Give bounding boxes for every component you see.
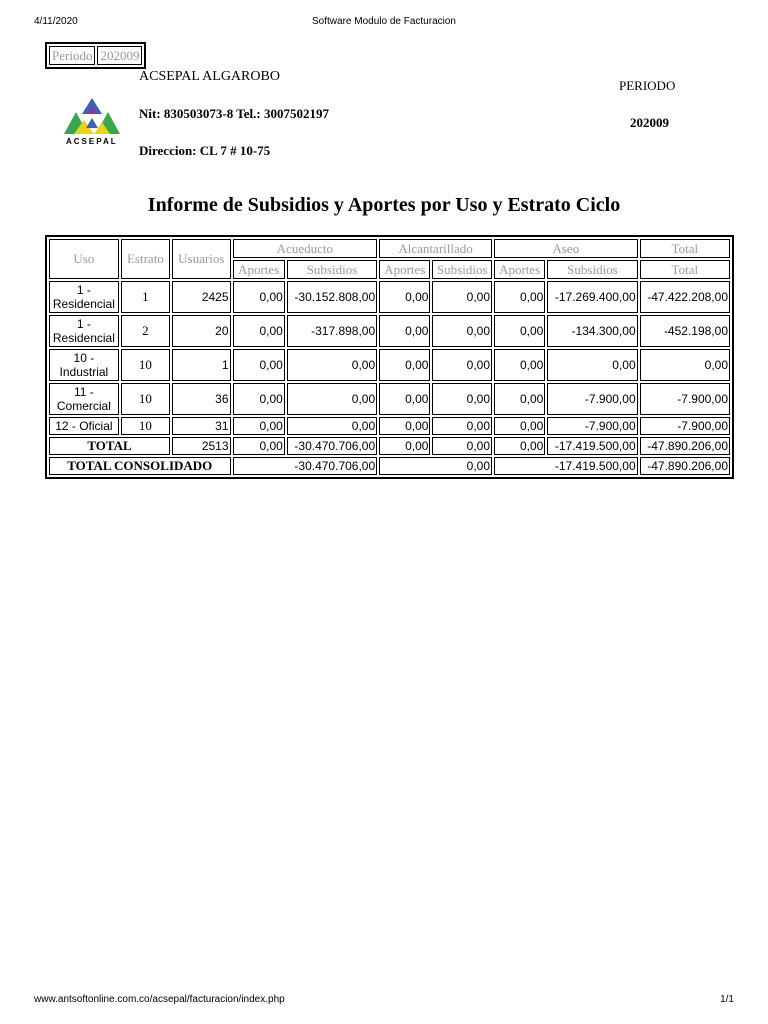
table-row <box>49 417 730 435</box>
cell-acu-aportes: 0,00 <box>233 349 285 381</box>
total-ase-subsidios: -17.419.500,00 <box>547 437 637 455</box>
total-label: TOTAL <box>49 437 170 455</box>
consolidated-alcantarillado: 0,00 <box>379 457 492 475</box>
header-estrato: Estrato <box>121 239 170 279</box>
cell-uso: 12 - Oficial <box>49 417 119 435</box>
cell-ase-aportes: 0,00 <box>494 349 545 381</box>
report-table <box>45 235 734 479</box>
consolidated-acueducto: -30.470.706,00 <box>233 457 378 475</box>
cell-estrato: 2 <box>121 315 170 347</box>
header-alcantarillado: Alcantarillado <box>379 239 492 258</box>
cell-usuarios: 1 <box>172 349 230 381</box>
cell-usuarios: 20 <box>172 315 230 347</box>
cell-ase-aportes: 0,00 <box>494 315 545 347</box>
header-row-groups <box>49 239 730 258</box>
cell-acu-aportes: 0,00 <box>233 417 285 435</box>
cell-ase-subsidios: -7.900,00 <box>547 383 637 415</box>
period-box-label: Periodo <box>49 46 95 65</box>
total-total: -47.890.206,00 <box>640 437 730 455</box>
cell-acu-subsidios: 0,00 <box>287 349 377 381</box>
cell-acu-subsidios: 0,00 <box>287 417 377 435</box>
cell-alc-aportes: 0,00 <box>379 315 430 347</box>
header-alc-subsidios: Subsidios <box>432 260 492 279</box>
cell-uso: 11 - Comercial <box>49 383 119 415</box>
header-uso: Uso <box>49 239 119 279</box>
company-nit: Nit: 830503073-8 Tel.: 3007502197 <box>139 106 329 121</box>
print-title: Software Modulo de Facturacion <box>312 16 456 27</box>
cell-total: 0,00 <box>640 349 730 381</box>
cell-acu-subsidios: -317.898,00 <box>287 315 377 347</box>
cell-alc-subsidios: 0,00 <box>432 281 492 313</box>
cell-total: -452.198,00 <box>640 315 730 347</box>
header-total: Total <box>640 239 730 258</box>
cell-estrato: 10 <box>121 417 170 435</box>
cell-usuarios: 2425 <box>172 281 230 313</box>
cell-acu-aportes: 0,00 <box>233 281 285 313</box>
cell-alc-subsidios: 0,00 <box>432 383 492 415</box>
cell-ase-subsidios: 0,00 <box>547 349 637 381</box>
cell-alc-aportes: 0,00 <box>379 349 430 381</box>
print-date: 4/11/2020 <box>34 16 78 27</box>
total-row <box>49 437 730 455</box>
cell-ase-aportes: 0,00 <box>494 383 545 415</box>
cell-total: -7.900,00 <box>640 383 730 415</box>
consolidated-total: -47.890.206,00 <box>640 457 730 475</box>
cell-acu-aportes: 0,00 <box>233 383 285 415</box>
company-address: Direccion: CL 7 # 10-75 <box>139 143 271 158</box>
period-value: 202009 <box>630 115 669 130</box>
cell-ase-subsidios: -17.269.400,00 <box>547 281 637 313</box>
cell-alc-aportes: 0,00 <box>379 383 430 415</box>
consolidated-row <box>49 457 730 475</box>
cell-acu-aportes: 0,00 <box>233 315 285 347</box>
table-row <box>49 315 730 347</box>
table-row <box>49 281 730 313</box>
table-row <box>49 383 730 415</box>
header-acu-aportes: Aportes <box>233 260 285 279</box>
cell-total: -7.900,00 <box>640 417 730 435</box>
cell-alc-aportes: 0,00 <box>379 281 430 313</box>
header-total-sub: Total <box>640 260 730 279</box>
cell-alc-subsidios: 0,00 <box>432 417 492 435</box>
report-title: Informe de Subsidios y Aportes por Uso y Estrato Ciclo <box>147 194 621 216</box>
cell-estrato: 10 <box>121 349 170 381</box>
cell-alc-subsidios: 0,00 <box>432 315 492 347</box>
cell-usuarios: 31 <box>172 417 230 435</box>
cell-ase-aportes: 0,00 <box>494 281 545 313</box>
logo-peak-center <box>86 118 98 128</box>
period-label: PERIODO <box>619 78 676 93</box>
header-alc-aportes: Aportes <box>379 260 430 279</box>
header-ase-subsidios: Subsidios <box>547 260 637 279</box>
consolidated-aseo: -17.419.500,00 <box>494 457 638 475</box>
period-box <box>45 42 146 69</box>
print-url: www.antsoftonline.com.co/acsepal/facturacion/index.php <box>34 994 285 1005</box>
cell-uso: 1 - Residencial <box>49 315 119 347</box>
cell-acu-subsidios: 0,00 <box>287 383 377 415</box>
cell-alc-subsidios: 0,00 <box>432 349 492 381</box>
header-aseo: Aseo <box>494 239 638 258</box>
total-alc-aportes: 0,00 <box>379 437 430 455</box>
cell-total: -47.422.208,00 <box>640 281 730 313</box>
header-acueducto: Acueducto <box>233 239 378 258</box>
cell-estrato: 10 <box>121 383 170 415</box>
total-acu-subsidios: -30.470.706,00 <box>287 437 377 455</box>
cell-uso: 10 - Industrial <box>49 349 119 381</box>
header-acu-subsidios: Subsidios <box>287 260 377 279</box>
print-footer <box>34 994 734 1008</box>
total-usuarios: 2513 <box>172 437 230 455</box>
cell-usuarios: 36 <box>172 383 230 415</box>
cell-alc-aportes: 0,00 <box>379 417 430 435</box>
total-alc-subsidios: 0,00 <box>432 437 492 455</box>
cell-uso: 1 - Residencial <box>49 281 119 313</box>
cell-ase-subsidios: -134.300,00 <box>547 315 637 347</box>
period-box-value: 202009 <box>97 46 142 65</box>
cell-estrato: 1 <box>121 281 170 313</box>
print-page-number: 1/1 <box>720 994 734 1005</box>
header-ase-aportes: Aportes <box>494 260 545 279</box>
company-name: ACSEPAL ALGAROBO <box>139 69 280 84</box>
cell-acu-subsidios: -30.152.808,00 <box>287 281 377 313</box>
total-ase-aportes: 0,00 <box>494 437 545 455</box>
total-acu-aportes: 0,00 <box>233 437 285 455</box>
cell-ase-subsidios: -7.900,00 <box>547 417 637 435</box>
table-row <box>49 349 730 381</box>
logo-text: ACSEPAL <box>66 137 118 146</box>
consolidated-label: TOTAL CONSOLIDADO <box>49 457 231 475</box>
header-usuarios: Usuarios <box>172 239 230 279</box>
print-header <box>34 16 734 30</box>
cell-ase-aportes: 0,00 <box>494 417 545 435</box>
